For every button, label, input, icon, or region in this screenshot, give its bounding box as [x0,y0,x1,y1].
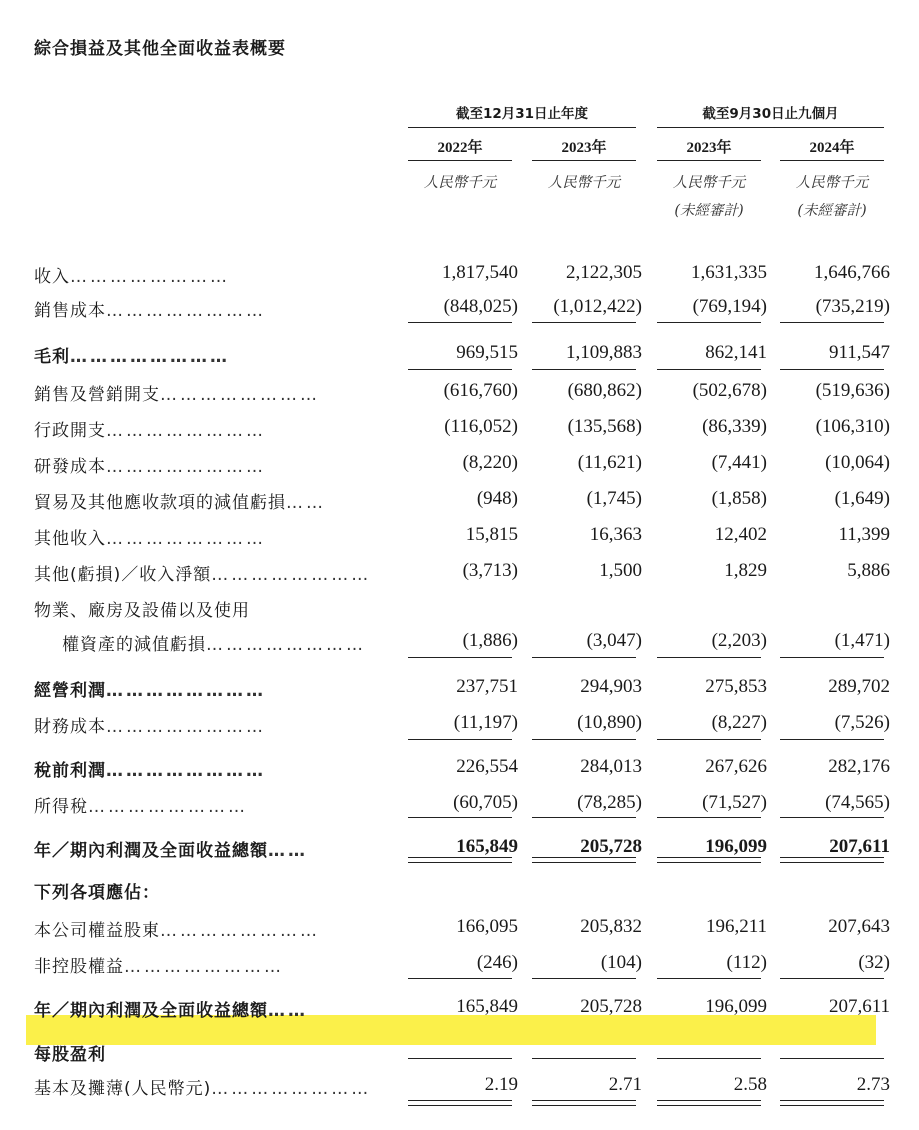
value-cell: (769,194) [692,296,767,317]
leader-dots: …………………… [106,421,266,441]
value-cell: 237,751 [456,676,518,697]
single-underline [408,739,512,740]
single-underline [532,369,636,370]
single-underline [657,369,761,370]
value-cell: 294,903 [580,676,642,697]
value-cell: (11,197) [453,712,518,733]
value-cell: (7,441) [711,452,767,473]
row-label-text: 毛利 [34,347,70,367]
row-label [34,712,386,737]
row-equity-holders [0,910,919,944]
value-cell: (10,890) [577,712,642,733]
value-cell: 165,849 [456,836,518,857]
value-cell: 289,702 [828,676,890,697]
row-label-text: 稅前利潤 [34,761,106,781]
row-total-comprehensive-income-2 [0,990,919,1024]
value-cell: 207,643 [828,916,890,937]
row-admin-expenses [0,410,919,444]
value-cell: (10,064) [825,452,890,473]
row-label-text: 年／期內利潤及全面收益總額 [34,841,268,861]
value-cell: (1,745) [586,488,642,509]
value-cell: (680,862) [567,380,642,401]
row-label-text: 其他(虧損)／收入淨額 [34,565,212,585]
value-cell: 196,099 [705,996,767,1017]
row-label [34,878,386,903]
row-eps-basic [0,1068,919,1102]
value-cell: (1,858) [711,488,767,509]
row-label [34,488,386,513]
header-currency: 人民幣千元 [547,175,621,191]
row-label [34,1074,386,1099]
row-eps-header [0,1034,919,1068]
leader-dots: …………………… [211,1079,372,1099]
value-cell: (848,025) [443,296,518,317]
row-label-text: 物業、廠房及設備以及使用 [34,601,250,621]
double-underline [780,857,884,863]
row-selling-expenses [0,374,919,408]
value-cell: 205,728 [580,836,642,857]
row-label-text: 下列各項應佔： [34,883,160,903]
row-label [34,452,386,477]
single-underline [780,978,884,979]
value-cell: (616,760) [443,380,518,401]
value-cell: (1,012,422) [553,296,642,317]
single-underline [408,657,512,658]
row-label [34,342,386,367]
row-rd-costs [0,446,919,480]
value-cell: (11,621) [577,452,642,473]
leader-dots: …………………… [106,301,266,321]
single-underline [657,657,761,658]
value-cell: (60,705) [453,792,518,813]
value-cell: (1,471) [834,630,890,651]
row-profit-before-tax [0,750,919,784]
leader-dots: …………………… [160,385,320,405]
value-cell: 2.73 [856,1074,890,1095]
row-label-text: 研發成本 [34,457,106,477]
double-underline [657,857,761,863]
row-other-net [0,554,919,588]
row-label [34,262,386,287]
value-cell: (519,636) [815,380,890,401]
value-cell: (948) [476,488,518,509]
leader-dots: …… [268,1001,308,1021]
row-gross-profit [0,336,919,370]
row-label [34,560,386,585]
single-underline [532,817,636,818]
value-cell: (2,203) [711,630,767,651]
row-other-income [0,518,919,552]
single-underline [657,817,761,818]
value-cell: (1,886) [462,630,518,651]
value-cell: (86,339) [702,416,767,437]
row-label-text: 權資產的減值虧損 [62,635,206,655]
double-underline [657,1100,761,1106]
value-cell: 1,109,883 [566,342,642,363]
value-cell: (8,227) [711,712,767,733]
single-underline [780,817,884,818]
row-label [34,524,386,549]
leader-dots: …………………… [211,565,372,585]
value-cell: 2.71 [608,1074,642,1095]
value-cell: (735,219) [815,296,890,317]
row-label-text: 貿易及其他應收款項的減值虧損 [34,493,286,513]
row-label [34,792,386,817]
value-cell: (78,285) [577,792,642,813]
row-finance-costs [0,706,919,740]
single-underline [657,739,761,740]
single-underline [408,322,512,323]
value-cell: 205,832 [580,916,642,937]
leader-dots: …… [286,493,326,513]
row-label-text: 所得稅 [34,797,88,817]
double-underline [408,1100,512,1106]
single-underline [780,657,884,658]
single-underline [532,739,636,740]
value-cell: 11,399 [838,524,890,545]
value-cell: (3,047) [586,630,642,651]
row-label [34,416,386,441]
value-cell: 15,815 [465,524,518,545]
row-label-text: 收入 [34,267,70,287]
value-cell: 205,728 [580,996,642,1017]
value-cell: 196,211 [705,916,767,937]
value-cell: 1,829 [724,560,767,581]
row-operating-profit [0,670,919,704]
value-cell: 1,817,540 [442,262,518,283]
single-underline [408,1058,512,1059]
leader-dots: …… [268,841,308,861]
value-cell: 207,611 [828,996,890,1017]
single-underline [780,369,884,370]
single-underline [532,657,636,658]
value-cell: 1,500 [599,560,642,581]
leader-dots: …………………… [106,457,266,477]
value-cell: 5,886 [847,560,890,581]
single-underline [657,978,761,979]
row-label-text: 年／期內利潤及全面收益總額 [34,1001,268,1021]
row-label [34,836,386,861]
leader-dots: …………………… [88,797,248,817]
row-label [34,756,386,781]
single-underline [780,322,884,323]
leader-dots: …………………… [106,681,266,701]
value-cell: (3,713) [462,560,518,581]
double-underline [408,857,512,863]
header-unaudited: (未經審計) [674,203,744,219]
value-cell: 207,611 [829,836,890,857]
row-revenue [0,256,919,290]
value-cell: 1,646,766 [814,262,890,283]
row-label-text: 其他收入 [34,529,106,549]
value-cell: 284,013 [580,756,642,777]
leader-dots: …………………… [206,635,366,655]
header-group-fiscal-year: 截至12月31日止年度 [408,102,636,128]
row-label-text: 銷售及營銷開支 [34,385,160,405]
value-cell: 12,402 [714,524,767,545]
row-label-text: 財務成本 [34,717,106,737]
row-label-text: 本公司權益股東 [34,921,160,941]
row-label [34,380,386,405]
row-label [34,952,386,977]
value-cell: 911,547 [828,342,890,363]
statement-title: 綜合損益及其他全面收益表概要 [34,39,286,59]
value-cell: (246) [476,952,518,973]
row-impairment-receivables [0,482,919,516]
double-underline [780,1100,884,1106]
value-cell: (112) [726,952,767,973]
header-year-2023: 2023年 [532,136,636,161]
single-underline [780,739,884,740]
value-cell: 267,626 [705,756,767,777]
row-label [34,296,386,321]
single-underline [532,1058,636,1059]
value-cell: (32) [858,952,890,973]
row-label [34,676,386,701]
value-cell: (8,220) [462,452,518,473]
single-underline [532,322,636,323]
value-cell: 969,515 [456,342,518,363]
row-label-text: 經營利潤 [34,681,106,701]
value-cell: (74,565) [825,792,890,813]
leader-dots: …………………… [160,921,320,941]
single-underline [532,978,636,979]
row-label-text: 行政開支 [34,421,106,441]
row-label [34,1040,386,1065]
header-year-2023-9m: 2023年 [657,136,761,161]
value-cell: (71,527) [702,792,767,813]
row-attributable-header [0,872,919,906]
leader-dots: …………………… [70,267,230,287]
double-underline [532,857,636,863]
value-cell: 196,099 [705,836,767,857]
header-currency: 人民幣千元 [795,175,869,191]
row-label-text: 每股盈利 [34,1045,106,1065]
double-underline [532,1100,636,1106]
leader-dots: …………………… [106,761,266,781]
row-label [62,630,386,655]
row-label [34,596,386,621]
value-cell: (104) [600,952,642,973]
row-label [34,916,386,941]
header-currency: 人民幣千元 [672,175,746,191]
value-cell: 2,122,305 [566,262,642,283]
row-non-controlling [0,946,919,980]
header-unaudited: (未經審計) [797,203,867,219]
row-label [34,996,386,1021]
row-cost-of-sales [0,290,919,324]
leader-dots: …………………… [124,957,284,977]
value-cell: 226,554 [456,756,518,777]
value-cell: (135,568) [567,416,642,437]
leader-dots: …………………… [106,717,266,737]
value-cell: 165,849 [456,996,518,1017]
header-currency: 人民幣千元 [423,175,497,191]
row-label-text: 基本及攤薄(人民幣元) [34,1079,212,1099]
value-cell: (106,310) [815,416,890,437]
value-cell: 2.19 [484,1074,518,1095]
value-cell: 1,631,335 [691,262,767,283]
value-cell: 275,853 [705,676,767,697]
row-label-text: 銷售成本 [34,301,106,321]
value-cell: (116,052) [444,416,518,437]
row-ppe-impairment-line1 [0,590,919,624]
value-cell: 2.58 [733,1074,767,1095]
single-underline [780,1058,884,1059]
single-underline [657,322,761,323]
single-underline [408,817,512,818]
leader-dots: …………………… [70,347,230,367]
single-underline [657,1058,761,1059]
value-cell: 282,176 [828,756,890,777]
header-year-2024-9m: 2024年 [780,136,884,161]
row-label-text: 非控股權益 [34,957,124,977]
value-cell: 166,095 [456,916,518,937]
value-cell: (502,678) [692,380,767,401]
value-cell: 16,363 [589,524,642,545]
value-cell: 862,141 [705,342,767,363]
header-year-2022: 2022年 [408,136,512,161]
value-cell: (1,649) [834,488,890,509]
single-underline [408,369,512,370]
value-cell: (7,526) [834,712,890,733]
row-income-tax [0,786,919,820]
leader-dots: …………………… [106,529,266,549]
single-underline [408,978,512,979]
row-ppe-impairment [0,624,919,658]
header-group-nine-months: 截至9月30日止九個月 [657,102,884,128]
